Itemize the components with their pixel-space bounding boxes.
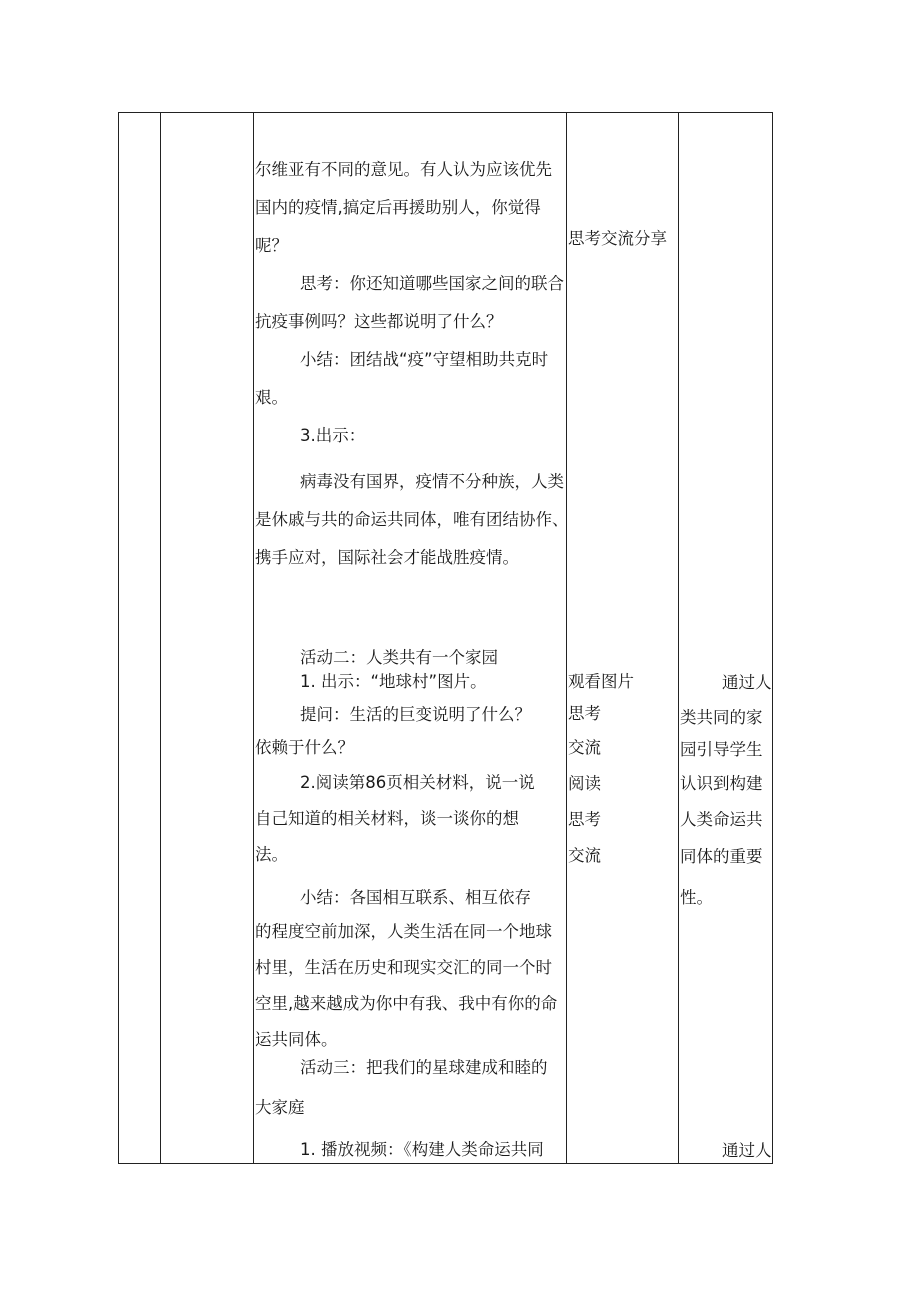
content-line: 尔维亚有不同的意见。有人认为应该优先 — [255, 160, 552, 179]
content-line: 村里，生活在历史和现实交汇的同一个时 — [255, 958, 552, 977]
content-line: 空里,越来越成为你中有我、我中有你的命 — [255, 994, 558, 1013]
content-line: 病毒没有国界，疫情不分种族，人类 — [300, 472, 564, 491]
content-line: 1. 播放视频：《构建人类命运共同 — [300, 1140, 544, 1159]
design-intent-line: 人类命运共 — [680, 810, 763, 829]
content-line: 法。 — [255, 845, 288, 864]
content-line: 小结：各国相互联系、相互依存 — [300, 888, 531, 907]
content-line: 3.出示： — [300, 426, 366, 445]
table-border-left — [118, 112, 119, 1164]
content-line: 运共同体。 — [255, 1030, 338, 1049]
design-intent-line: 认识到构建 — [680, 774, 763, 793]
content-line: 大家庭 — [255, 1098, 305, 1117]
design-intent-line: 通过人 — [722, 1141, 772, 1160]
student-activity-item: 思考 — [568, 810, 601, 829]
content-line: 是休戚与共的命运共同体，唯有团结协作、 — [255, 510, 569, 529]
content-line: 提问：生活的巨变说明了什么？ — [300, 705, 531, 724]
table-border-bottom — [118, 1163, 773, 1164]
design-intent-line: 性。 — [680, 888, 713, 907]
design-intent-line: 通过人 — [722, 673, 772, 692]
activity-heading: 活动三：把我们的星球建成和睦的 — [300, 1058, 548, 1077]
content-line: 携手应对，国际社会才能战胜疫情。 — [255, 548, 519, 567]
activity-heading: 活动二：人类共有一个家园 — [300, 648, 498, 667]
design-intent-line: 园引导学生 — [680, 740, 763, 759]
student-activity-item: 交流 — [568, 846, 601, 865]
design-intent-line: 同体的重要 — [680, 847, 763, 866]
table-divider-1 — [160, 112, 161, 1164]
content-line: 思考：你还知道哪些国家之间的联合 — [300, 274, 564, 293]
table-divider-2 — [253, 112, 254, 1164]
content-line: 抗疫事例吗？这些都说明了什么？ — [255, 312, 503, 331]
student-activity-item: 观看图片 — [568, 672, 634, 691]
content-line: 国内的疫情,搞定后再援助别人，你觉得 — [255, 198, 541, 217]
student-activity-item: 思考 — [568, 704, 601, 723]
table-divider-3 — [566, 112, 567, 1164]
content-line: 1. 出示：“地球村”图片。 — [300, 672, 487, 691]
table-border-top — [118, 112, 773, 113]
student-activity-item: 阅读 — [568, 774, 601, 793]
design-intent-line: 类共同的家 — [680, 708, 763, 727]
content-line: 2.阅读第86页相关材料，说一说 — [300, 773, 535, 792]
content-line: 呢？ — [255, 236, 288, 255]
table-border-right — [772, 112, 773, 1164]
content-line: 小结：团结战“疫”守望相助共克时 — [300, 350, 549, 369]
content-line: 艰。 — [255, 388, 288, 407]
student-activity-item: 思考交流分享 — [568, 229, 667, 248]
table-divider-4 — [678, 112, 679, 1164]
content-line: 依赖于什么？ — [255, 738, 354, 757]
content-line: 自己知道的相关材料，谈一谈你的想 — [255, 809, 519, 828]
content-line: 的程度空前加深，人类生活在同一个地球 — [255, 922, 552, 941]
student-activity-item: 交流 — [568, 738, 601, 757]
